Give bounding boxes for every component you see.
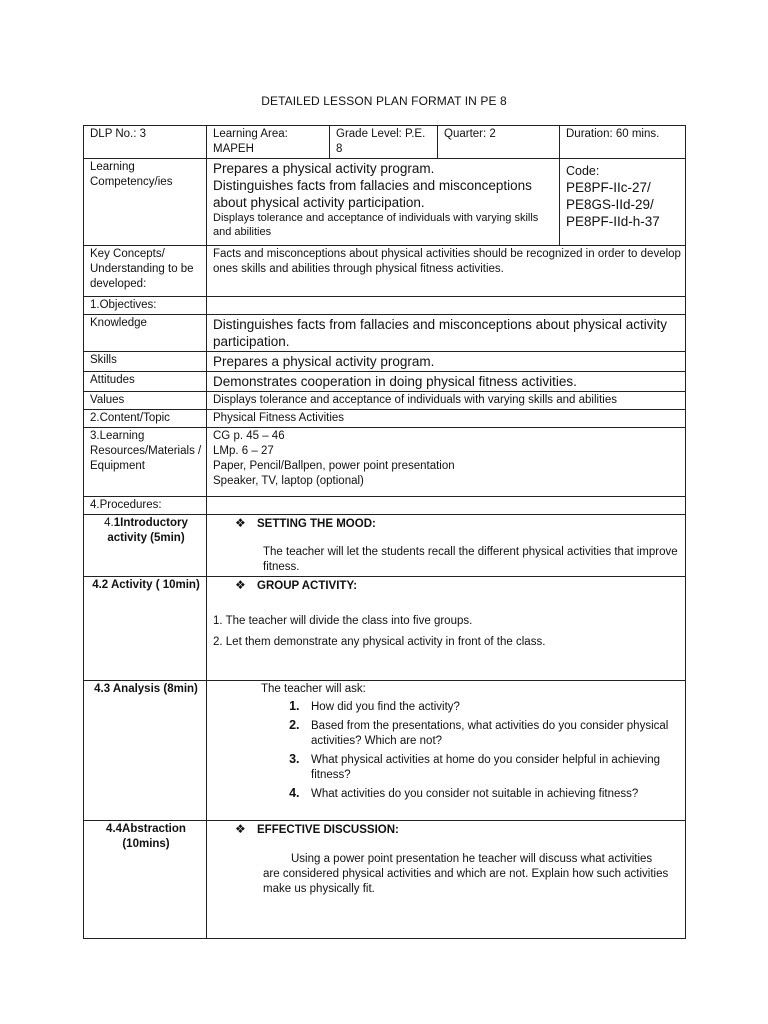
competency-code-cell (560, 159, 686, 246)
objectives-label: 1.Objectives: (84, 297, 207, 315)
procedures-label: 4.Procedures: (84, 497, 207, 515)
abstraction-row (84, 821, 686, 939)
learning-area-value: MAPEH (213, 143, 254, 155)
analysis-row (84, 681, 686, 821)
page-title: DETAILED LESSON PLAN FORMAT IN PE 8 (261, 94, 507, 108)
attitudes-text: Demonstrates cooperation in doing physical fitness activities. (207, 372, 686, 392)
abstraction-cell (207, 821, 686, 939)
resources-line-1: CG p. 45 – 46 (213, 430, 285, 442)
competency-line-2: Distinguishes facts from fallacies and misconceptions about physical activity participation. (213, 178, 532, 210)
knowledge-label: Knowledge (84, 315, 207, 352)
resources-cell (207, 428, 686, 497)
key-concepts-label: Key Concepts/ Understanding to be developed: (84, 246, 207, 297)
grade-level-value: 8 (336, 143, 343, 155)
duration: Duration: 60 mins. (566, 128, 660, 140)
analysis-questions (213, 699, 681, 802)
resources-line-2: LMp. 6 – 27 (213, 445, 274, 457)
header-row (84, 126, 686, 159)
diamond-bullet-icon: ❖ (235, 578, 246, 592)
abstraction-heading-line (213, 822, 681, 838)
code-2: PE8GS-IId-29/ (566, 197, 654, 212)
content-row (84, 410, 686, 428)
objectives-row (84, 297, 686, 315)
analysis-question (303, 699, 681, 715)
abstraction-heading: EFFECTIVE DISCUSSION: (257, 824, 399, 836)
grade-level-label: Grade Level: P.E. (336, 128, 426, 140)
competency-label: Learning Competency/ies (84, 159, 207, 246)
values-label: Values (84, 392, 207, 410)
activity-row (84, 577, 686, 681)
dlp-no-cell (84, 126, 207, 159)
intro-heading: SETTING THE MOOD: (257, 518, 376, 530)
intro-cell (207, 515, 686, 577)
values-row (84, 392, 686, 410)
analysis-intro: The teacher will ask: (261, 683, 366, 695)
attitudes-label: Attitudes (84, 372, 207, 392)
resources-label: 3.Learning Resources/Materials / Equipment (84, 428, 207, 497)
grade-level-cell (330, 126, 438, 159)
activity-line-1: 1. The teacher will divide the class into five groups. (213, 615, 473, 627)
competency-row (84, 159, 686, 246)
activity-line-2: 2. Let them demonstrate any physical activity in front of the class. (213, 636, 546, 648)
duration-cell (560, 126, 686, 159)
skills-label: Skills (84, 352, 207, 372)
resources-line-4: Speaker, TV, laptop (optional) (213, 475, 364, 487)
analysis-q1: How did you find the activity? (311, 701, 460, 713)
resources-row (84, 428, 686, 497)
skills-text: Prepares a physical activity program. (207, 352, 686, 372)
content-text: Physical Fitness Activities (207, 410, 686, 428)
skills-row (84, 352, 686, 372)
intro-row (84, 515, 686, 577)
objectives-empty (207, 297, 686, 315)
intro-heading-line (213, 516, 681, 532)
competency-line-3: Displays tolerance and acceptance of individuals with varying skills and abilities (213, 212, 539, 238)
analysis-q4: What activities do you consider not suitable in achieving fitness? (311, 788, 639, 800)
quarter-cell (438, 126, 560, 159)
activity-heading-line (213, 578, 681, 594)
key-concepts-text: Facts and misconceptions about physical activities should be recognized in order to develop ones skills and abilities through physical fitness activities. (207, 246, 686, 297)
code-label: Code: (566, 164, 600, 178)
content-label: 2.Content/Topic (84, 410, 207, 428)
competency-text-cell (207, 159, 560, 246)
learning-area-label: Learning Area: (213, 128, 288, 140)
code-1: PE8PF-IIc-27/ (566, 180, 651, 195)
activity-heading: GROUP ACTIVITY: (257, 580, 358, 592)
code-3: PE8PF-IId-h-37 (566, 214, 660, 229)
intro-label: 1Introductory activity (5min) (107, 517, 188, 544)
abstraction-text: Using a power point presentation he teacher will discuss what activities are considered physical activities and which are not. Explain how such activities make us physically fit. (263, 853, 669, 895)
quarter: Quarter: 2 (444, 128, 496, 140)
activity-label: 4.2 Activity ( 10min) (84, 577, 207, 681)
values-text: Displays tolerance and acceptance of individuals with varying skills and abilities (207, 392, 686, 410)
competency-line-1: Prepares a physical activity program. (213, 161, 435, 176)
learning-area-cell (207, 126, 330, 159)
diamond-bullet-icon: ❖ (235, 822, 246, 836)
analysis-cell (207, 681, 686, 821)
key-concepts-row (84, 246, 686, 297)
intro-prefix: 4. (104, 517, 114, 529)
analysis-question (303, 718, 681, 749)
analysis-question (303, 752, 681, 783)
dlp-no: DLP No.: 3 (90, 128, 147, 140)
abstraction-label: 4.4Abstraction (10mins) (84, 821, 207, 939)
knowledge-row (84, 315, 686, 352)
analysis-q2: Based from the presentations, what activities do you consider physical activities? Which are not? (311, 720, 669, 747)
resources-line-3: Paper, Pencil/Ballpen, power point presentation (213, 460, 455, 472)
intro-text: The teacher will let the students recall the different physical activities that improve fitness. (263, 546, 678, 573)
analysis-question (303, 786, 681, 802)
intro-label-cell (84, 515, 207, 577)
diamond-bullet-icon: ❖ (235, 516, 246, 530)
procedures-empty (207, 497, 686, 515)
knowledge-text: Distinguishes facts from fallacies and misconceptions about physical activity participation. (207, 315, 686, 352)
analysis-label: 4.3 Analysis (8min) (84, 681, 207, 821)
lesson-plan-table (83, 125, 686, 939)
analysis-q3: What physical activities at home do you consider helpful in achieving fitness? (311, 754, 661, 781)
attitudes-row (84, 372, 686, 392)
procedures-row (84, 497, 686, 515)
activity-cell (207, 577, 686, 681)
